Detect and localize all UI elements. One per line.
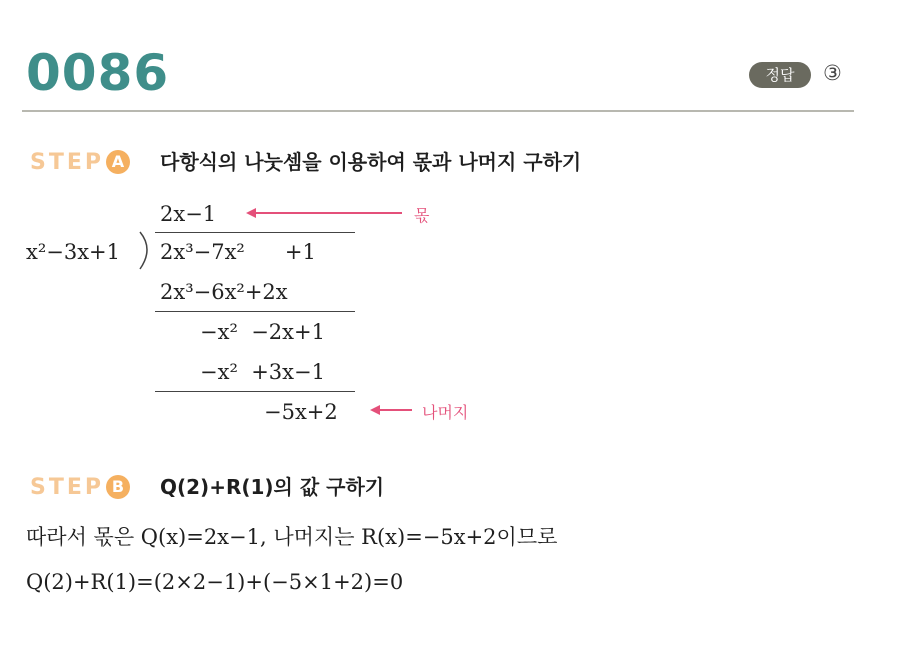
quotient: 2x−1	[160, 202, 217, 226]
division-rule-2	[155, 391, 355, 392]
solution-line-1: 따라서 몫은 Q(x)=2x−1, 나머지는 R(x)=−5x+2이므로	[26, 525, 558, 549]
quotient-arrow-line	[254, 212, 402, 214]
step-a-badge: A	[106, 150, 130, 174]
division-bracket	[138, 231, 156, 271]
header-divider	[22, 110, 854, 112]
remainder-arrow-line	[378, 409, 412, 411]
division-line-1: 2x³−6x²+2x	[160, 280, 288, 304]
division-line-2: −x² −2x+1	[200, 320, 325, 344]
answer-badge: 정답	[749, 62, 811, 88]
quotient-label: 몫	[414, 206, 430, 225]
division-top-line	[155, 232, 355, 233]
remainder: −5x+2	[264, 400, 338, 424]
division-rule-1	[155, 311, 355, 312]
step-a-title: 다항식의 나눗셈을 이용하여 몫과 나머지 구하기	[160, 150, 582, 174]
dividend: 2x³−7x² +1	[160, 240, 316, 264]
step-b-label: STEP	[30, 475, 105, 500]
step-a-label: STEP	[30, 150, 105, 175]
step-b-badge: B	[106, 475, 130, 499]
solution-line-2: Q(2)+R(1)=(2×2−1)+(−5×1+2)=0	[26, 570, 404, 594]
remainder-label: 나머지	[422, 403, 469, 422]
step-b-title: Q(2)+R(1)의 값 구하기	[160, 475, 385, 499]
answer-value: ③	[823, 61, 842, 85]
division-line-3: −x² +3x−1	[200, 360, 325, 384]
divisor: x²−3x+1	[26, 240, 121, 264]
problem-number: 0086	[26, 44, 170, 102]
